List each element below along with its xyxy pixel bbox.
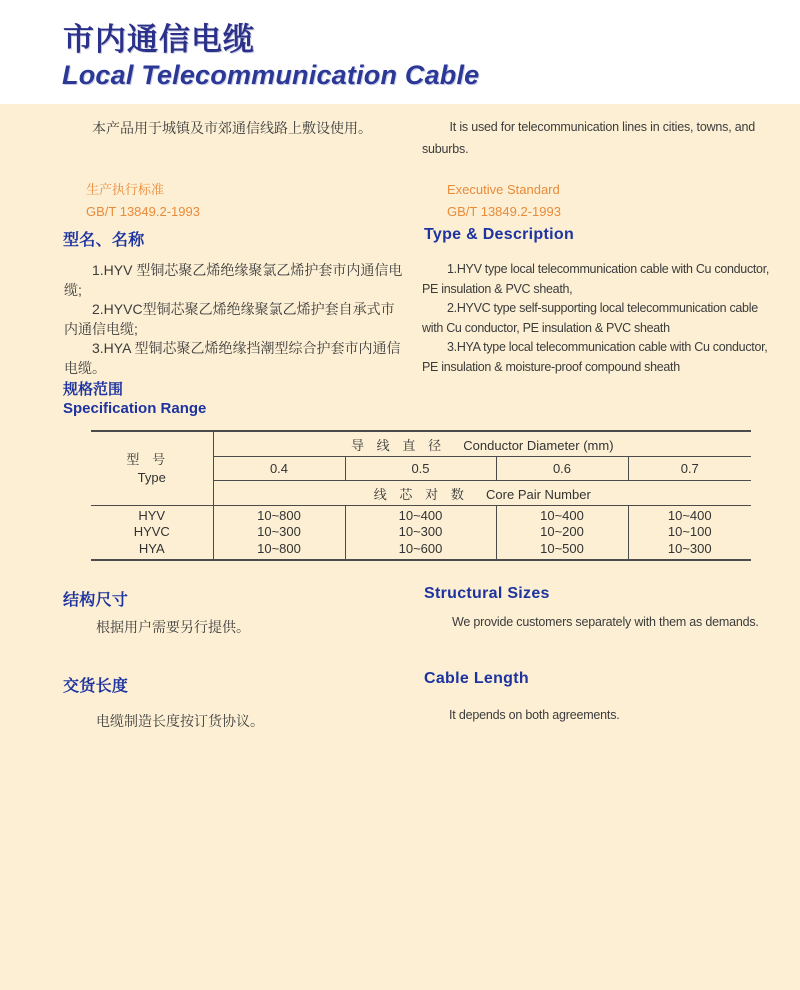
table-header-core-pair-en: Core Pair Number (486, 486, 591, 502)
table-header-diameter-value: 0.4 (213, 457, 345, 481)
section-heading-length-zh: 交货长度 (63, 678, 129, 695)
section-heading-spec-zh: 规格范围 (63, 381, 124, 398)
table-value-cell: 10~300 (257, 524, 301, 540)
type-item-en: 1.HYV type local telecommunication cable with Cu conductor, PE insulation & PVC sheath, (422, 262, 770, 296)
section-heading-structural-en: Structural Sizes (424, 585, 550, 602)
table-value-cell: 10~400 (667, 507, 712, 523)
table-type-cell: HYVC (133, 524, 170, 540)
section-heading-type-zh: 型名、名称 (63, 232, 145, 249)
section-heading-structural-zh: 结构尺寸 (63, 592, 129, 609)
table-header-type (91, 431, 213, 506)
standard-value-zh: GB/T 13849.2-1993 (86, 204, 200, 219)
specification-table (91, 430, 751, 561)
standard-label-zh: 生产执行标准 (86, 182, 165, 197)
table-header-type-en: Type (137, 469, 166, 485)
table-header-diameter-zh: 导 线 直 径 (350, 437, 446, 453)
table-header-diameter-value: 0.6 (496, 457, 628, 481)
type-item-zh: 1.HYV 型铜芯聚乙烯绝缘聚氯乙烯护套市内通信电缆; (64, 262, 403, 298)
table-col-values-0.7 (628, 506, 751, 561)
type-item-zh: 2.HYVC型铜芯聚乙烯绝缘聚氯乙烯护套自承式市内通信电缆; (64, 301, 395, 337)
table-value-cell: 10~600 (398, 541, 443, 557)
section-heading-length-en: Cable Length (424, 670, 529, 687)
type-item-en: 2.HYVC type self-supporting local telecommunication cable with Cu conductor, PE insulation & PVC sheath (422, 301, 758, 335)
type-list-zh (64, 261, 404, 378)
structural-body-en: We provide customers separately with them as demands. (452, 615, 759, 629)
table-col-types (91, 506, 213, 561)
table-value-cell: 10~400 (398, 507, 443, 523)
table-type-cell: HYA (138, 541, 165, 557)
table-header-core-pair (213, 481, 751, 506)
standard-block-en (447, 179, 561, 223)
table-header-core-pair-zh: 线 芯 对 数 (373, 486, 469, 502)
type-item-en: 3.HYA type local telecommunication cable with Cu conductor, PE insulation & moisture-proof compound sheath (422, 340, 768, 374)
table-header-diameter-value: 0.7 (628, 457, 751, 481)
structural-body-zh: 根据用户需要另行提供。 (96, 619, 250, 635)
intro-paragraph-en: It is used for telecommunication lines in cities, towns, and suburbs. (422, 120, 756, 156)
length-body-zh: 电缆制造长度按订货协议。 (96, 713, 264, 729)
section-heading-type-en: Type & Description (424, 226, 575, 243)
table-value-cell: 10~200 (540, 524, 584, 540)
intro-paragraph-zh: 本产品用于城镇及市郊通信线路上敷设使用。 (92, 120, 372, 136)
table-col-values-0.5 (345, 506, 496, 561)
table-header-diameter-value: 0.5 (345, 457, 496, 481)
table-value-cell: 10~100 (667, 524, 712, 540)
standard-label-en: Executive Standard (447, 182, 560, 197)
table-header-type-zh: 型 号 (126, 451, 170, 467)
table-value-cell: 10~500 (540, 541, 584, 557)
length-body-en: It depends on both agreements. (449, 708, 620, 722)
type-item-zh: 3.HYA 型铜芯聚乙烯绝缘挡潮型综合护套市内通信电缆。 (64, 340, 401, 376)
section-heading-spec-en: Specification Range (63, 400, 207, 417)
type-list-en (422, 260, 782, 377)
table-col-values-0.6 (496, 506, 628, 561)
table-header-diameter-en: Conductor Diameter (mm) (463, 437, 614, 453)
section-heading-spec (63, 380, 206, 418)
table-value-cell: 10~300 (667, 541, 712, 557)
table-col-values-0.4 (213, 506, 345, 561)
table-type-cell: HYV (138, 507, 166, 523)
table-value-cell: 10~300 (398, 524, 443, 540)
standard-value-en: GB/T 13849.2-1993 (447, 204, 561, 219)
table-value-cell: 10~400 (540, 507, 584, 523)
table-header-diameter (213, 431, 751, 457)
table-value-cell: 10~800 (257, 541, 301, 557)
standard-block-zh (86, 179, 200, 223)
page-title-zh: 市内通信电缆 (63, 22, 255, 57)
page-title-en: Local Telecommunication Cable (62, 60, 480, 90)
table-value-cell: 10~800 (257, 507, 301, 523)
